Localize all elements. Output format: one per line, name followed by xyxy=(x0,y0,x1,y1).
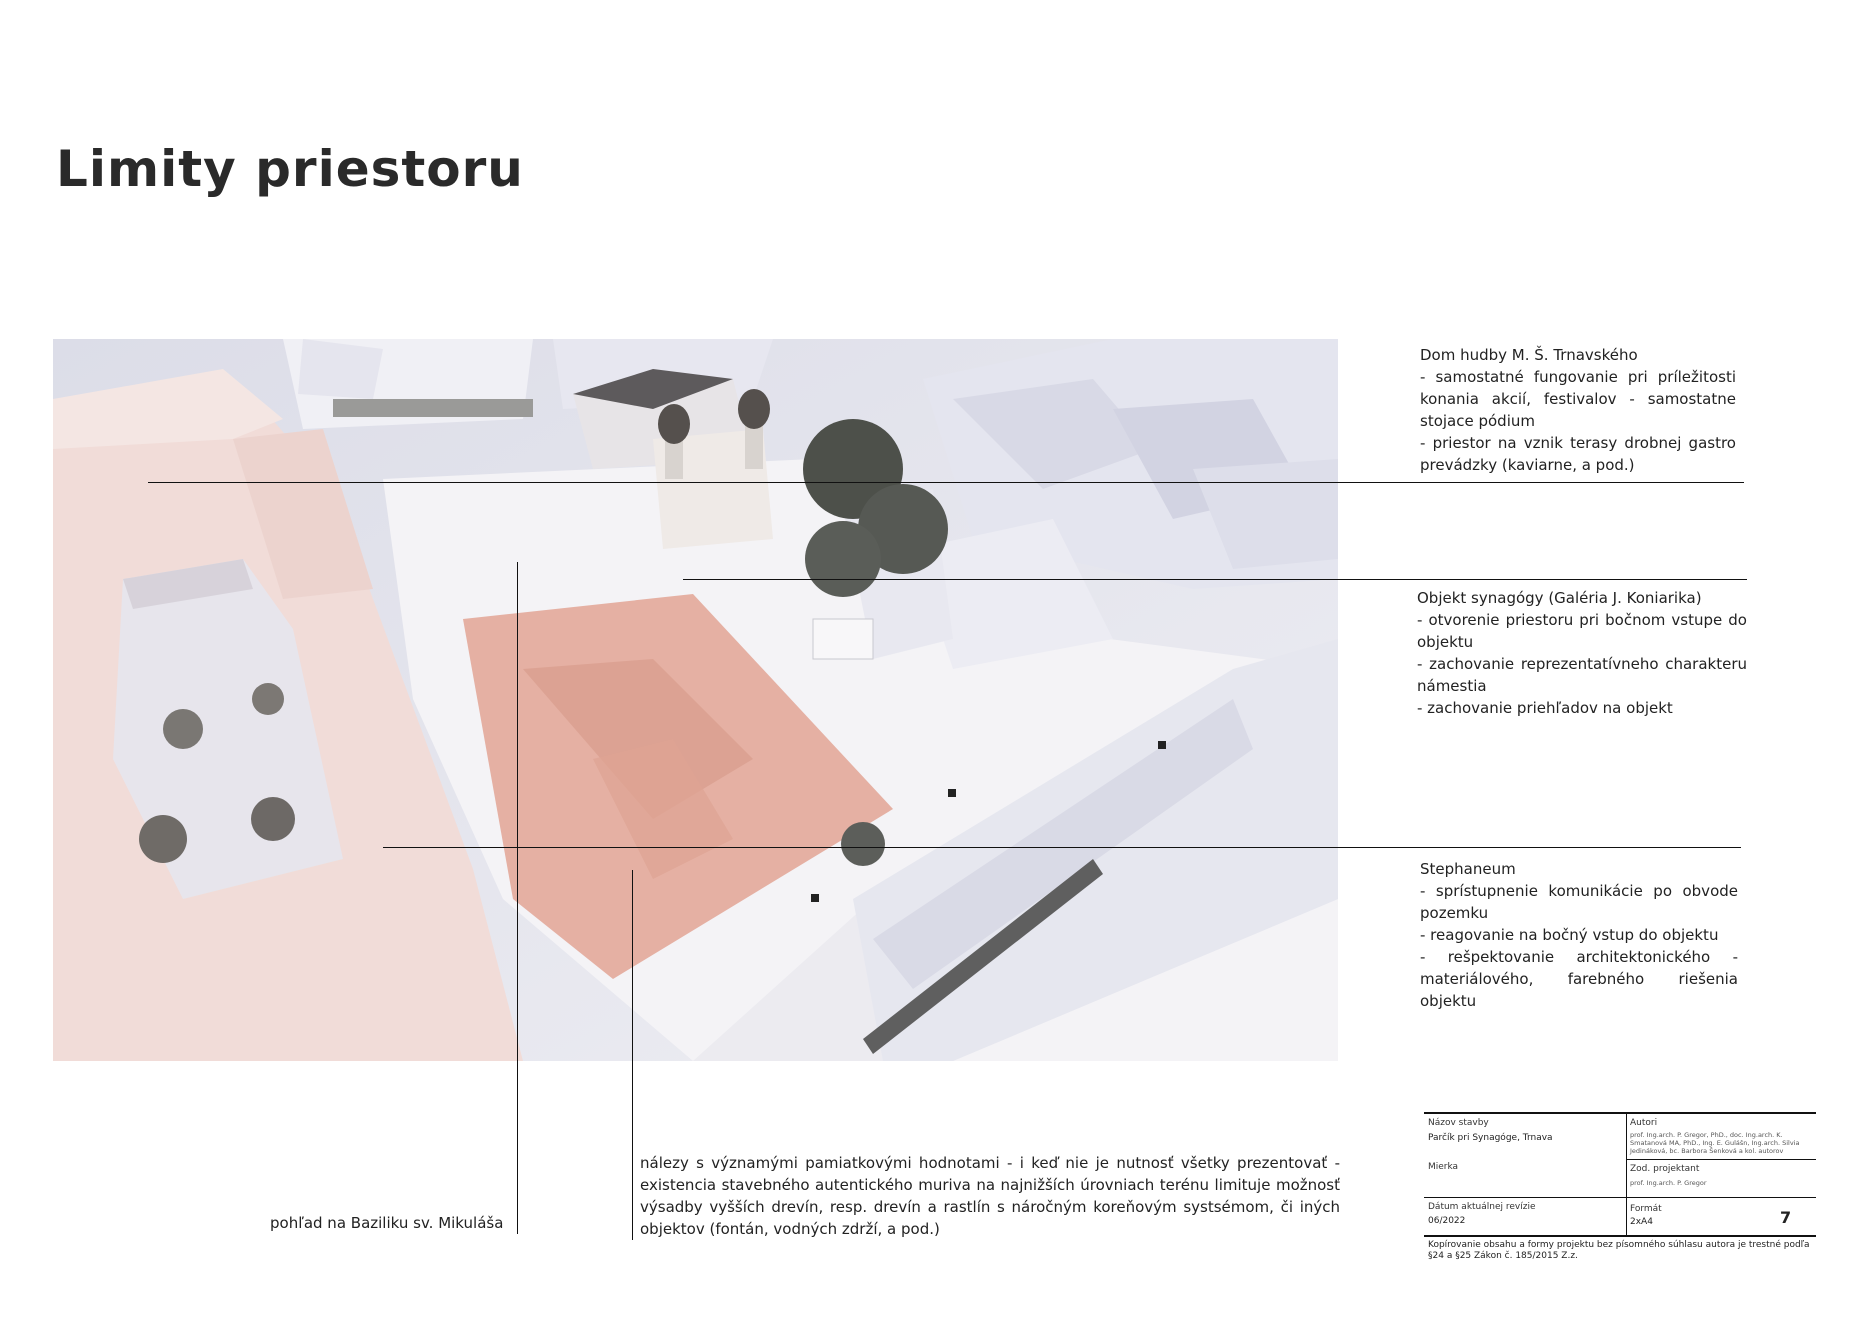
title-block-row-line xyxy=(1424,1197,1816,1198)
nazov-label: Názov stavby xyxy=(1428,1118,1489,1128)
leader-line-synagoga xyxy=(683,579,1747,580)
format-value: 2xA4 xyxy=(1630,1217,1653,1227)
title-block xyxy=(1424,1112,1816,1237)
caption-bazilika: pohľad na Baziliku sv. Mikuláša xyxy=(270,1214,504,1232)
page-title: Limity priestoru xyxy=(56,140,524,198)
leader-line-stephaneum xyxy=(383,847,1741,848)
title-block-border-top xyxy=(1424,1112,1816,1114)
format-label: Formát xyxy=(1630,1204,1662,1214)
site-render-illustration xyxy=(53,339,1338,1061)
leader-line-bazilika xyxy=(517,562,518,1234)
note-item: - otvorenie priestoru pri bočnom vstupe do objektu xyxy=(1417,611,1747,651)
datum-label: Dátum aktuálnej revízie xyxy=(1428,1202,1536,1212)
nazov-value: Parčík pri Synagóge, Trnava xyxy=(1428,1133,1553,1143)
autori-label: Autori xyxy=(1630,1118,1658,1128)
copyright-notice: Kopírovanie obsahu a formy projektu bez písomného súhlasu autora je trestné podľa §24 a §25 Zákon č. 185/2015 Z.z. xyxy=(1428,1240,1810,1261)
note-item: - rešpektovanie architektonického - materiálového, farebného riešenia objektu xyxy=(1420,948,1738,1010)
note-item: - reagovanie na bočný vstup do objektu xyxy=(1420,926,1719,944)
note-heading: Stephaneum xyxy=(1420,860,1516,878)
note-item: - sprístupnenie komunikácie po obvode pozemku xyxy=(1420,882,1738,922)
leader-line-dom-hudby xyxy=(148,482,1744,483)
note-synagoga xyxy=(1417,587,1747,719)
zod-projektant-value: prof. Ing.arch. P. Gregor xyxy=(1630,1179,1707,1187)
title-block-row-line xyxy=(1626,1159,1816,1160)
zod-projektant-label: Zod. projektant xyxy=(1630,1164,1700,1174)
note-stephaneum xyxy=(1420,858,1738,1012)
note-heading: Dom hudby M. Š. Trnavského xyxy=(1420,346,1638,364)
caption-nalezy: nálezy s významými pamiatkovými hodnotami - i keď nie je nutnosť všetky prezentovať - existencia stavebného autentického muriva na najnižších úrovniach terénu limituje možnosť výsadby vyšších drevín, resp. drevín a rastlín s náročným koreňovým systsémom, či iných objektov (fontán, vodných zdrží, a pod.) xyxy=(640,1154,1340,1238)
datum-value: 06/2022 xyxy=(1428,1216,1466,1226)
note-item: - samostatné fungovanie pri príležitosti konania akcií, festivalov - samostatne stojace pódium xyxy=(1420,368,1736,430)
aerial-site-render xyxy=(53,339,1338,1061)
note-dom-hudby xyxy=(1420,344,1736,476)
title-block-border-bottom xyxy=(1424,1235,1816,1237)
page-number: 7 xyxy=(1780,1208,1792,1227)
title-block-divider xyxy=(1626,1112,1627,1237)
note-item: - priestor na vznik terasy drobnej gastro prevádzky (kaviarne, a pod.) xyxy=(1420,434,1736,474)
leader-line-nalezy xyxy=(632,870,633,1240)
autori-value: prof. Ing.arch. P. Gregor, PhD., doc. Ing.arch. K. Smatanová MA, PhD., Ing. E. Gulášn, Ing.arch. Silvia Jedináková, bc. Barbora Šenková a kol. autorov xyxy=(1630,1131,1800,1155)
mierka-label: Mierka xyxy=(1428,1162,1459,1172)
note-heading: Objekt synagógy (Galéria J. Koniarika) xyxy=(1417,589,1702,607)
note-item: - zachovanie priehľadov na objekt xyxy=(1417,699,1673,717)
note-item: - zachovanie reprezentatívneho charakteru námestia xyxy=(1417,655,1747,695)
